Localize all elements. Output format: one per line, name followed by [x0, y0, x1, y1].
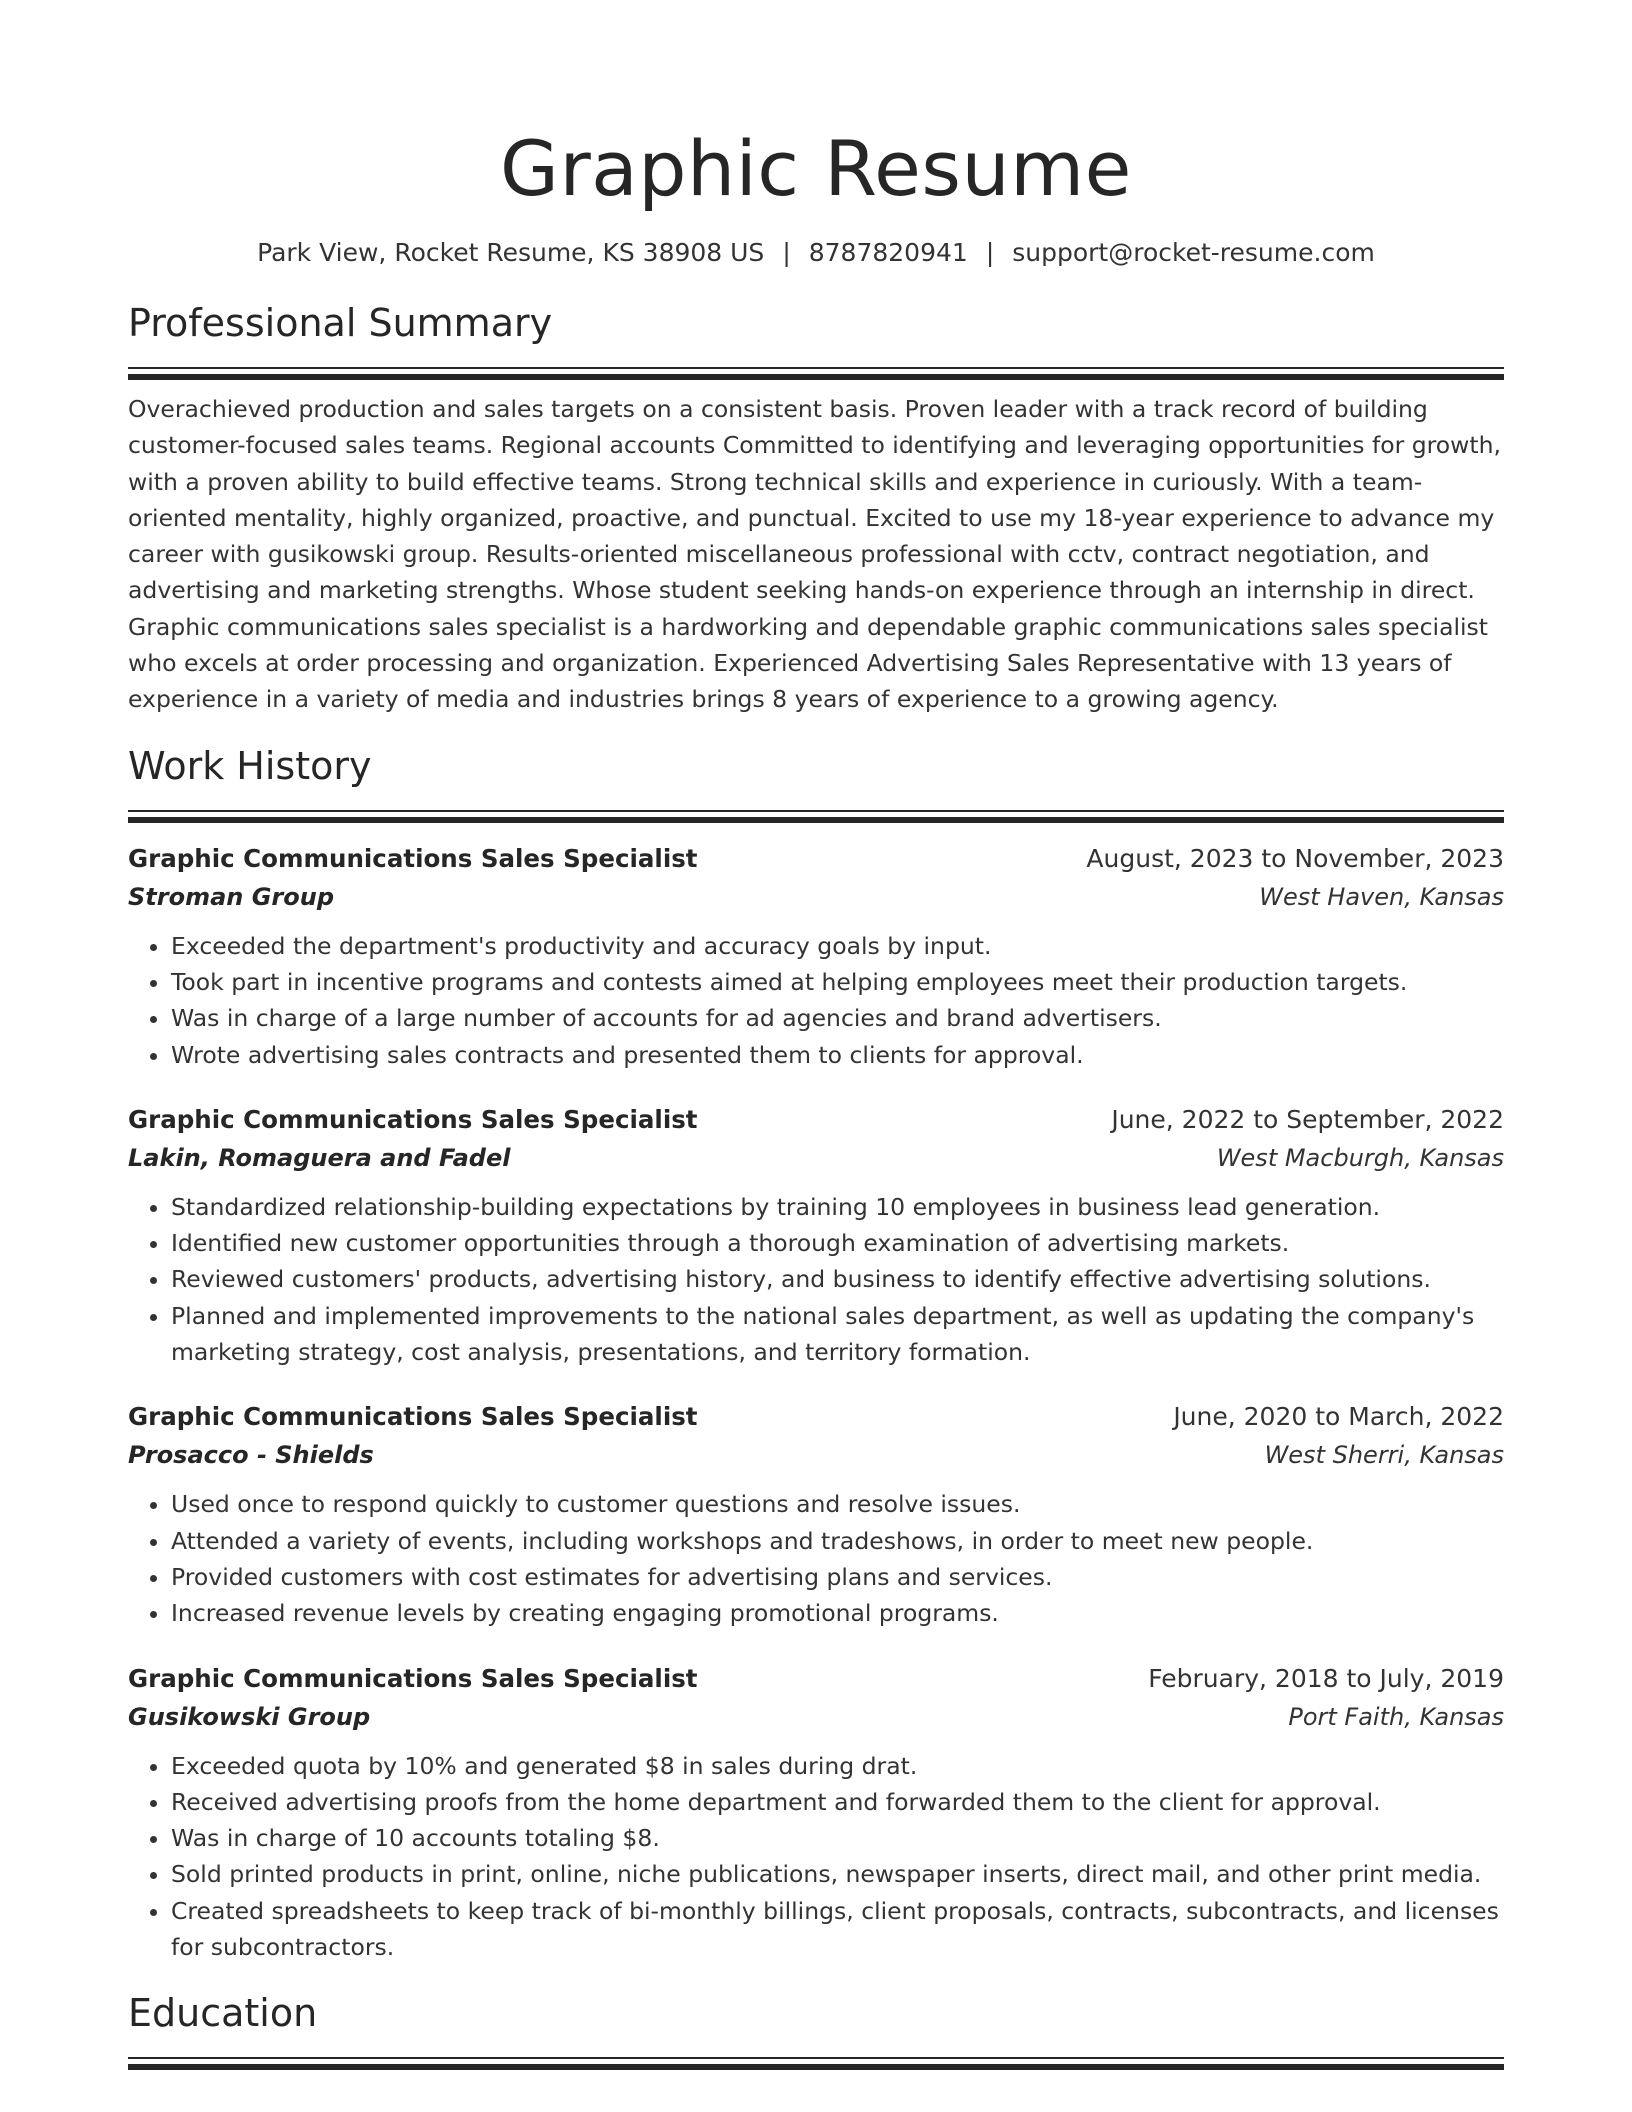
job-bullet: • Increased revenue levels by creating engaging promotional programs.: [171, 1595, 1504, 1631]
job-bullet: • Planned and implemented improvements to the national sales department, as well as updating the company's marketing strategy, cost analysis, presentations, and territory formation.: [171, 1298, 1504, 1371]
section-title-work-history: Work History: [128, 743, 372, 788]
job-dates: June, 2022 to September, 2022: [1111, 1104, 1504, 1134]
job-company: Lakin, Romaguera and Fadel: [128, 1143, 511, 1172]
job-bullet: • Was in charge of a large number of accounts for ad agencies and brand advertisers.: [171, 1000, 1504, 1036]
job-bullet: • Sold printed products in print, online, niche publications, newspaper inserts, direct mail, and other print media.: [171, 1856, 1504, 1892]
job-bullet: • Reviewed customers' products, advertising history, and business to identify effective advertising solutions.: [171, 1261, 1504, 1297]
job-entry: [128, 1398, 1504, 1631]
job-header-row: [128, 1101, 1504, 1139]
job-location: West Sherri, Kansas: [1264, 1441, 1504, 1470]
job-bullet: • Attended a variety of events, including workshops and tradeshows, in order to meet new people.: [171, 1523, 1504, 1559]
work-history-section: [128, 742, 1504, 1966]
job-bullets: [128, 1189, 1504, 1370]
section-divider: [128, 810, 1504, 822]
job-company-row: [128, 1139, 1504, 1177]
job-bullets: [128, 1748, 1504, 1966]
contact-address: Park View, Rocket Resume, KS 38908 US: [257, 238, 765, 267]
job-company-row: [128, 1698, 1504, 1736]
contact-separator: |: [985, 238, 995, 267]
job-header-row: [128, 840, 1504, 878]
job-entry: [128, 1660, 1504, 1966]
contact-separator: |: [782, 238, 791, 267]
job-title: Graphic Communications Sales Specialist: [128, 1402, 698, 1432]
job-dates: August, 2023 to November, 2023: [1086, 843, 1504, 873]
job-bullet: • Used once to respond quickly to customer questions and resolve issues.: [171, 1486, 1504, 1522]
job-company-row: [128, 1436, 1504, 1474]
job-title: Graphic Communications Sales Specialist: [128, 843, 698, 873]
job-header-row: [128, 1398, 1504, 1436]
job-title: Graphic Communications Sales Specialist: [128, 1104, 698, 1134]
job-dates: June, 2020 to March, 2022: [1173, 1402, 1504, 1432]
section-divider: [128, 2057, 1504, 2069]
job-bullet: • Received advertising proofs from the home department and forwarded them to the client for approval.: [171, 1784, 1504, 1820]
job-company-row: [128, 878, 1504, 916]
job-bullet: • Identified new customer opportunities through a thorough examination of advertising markets.: [171, 1225, 1504, 1261]
contact-phone: 8787820941: [808, 238, 968, 267]
job-bullet: • Wrote advertising sales contracts and presented them to clients for approval.: [171, 1037, 1504, 1073]
job-company: Prosacco - Shields: [128, 1441, 374, 1470]
contact-line: [128, 237, 1504, 269]
job-bullet: • Was in charge of 10 accounts totaling $8.: [171, 1820, 1504, 1856]
job-location: West Haven, Kansas: [1259, 882, 1504, 911]
job-company: Stroman Group: [128, 882, 335, 911]
professional-summary-section: [128, 299, 1504, 718]
job-bullet: • Took part in incentive programs and contests aimed at helping employees meet their production targets.: [171, 964, 1504, 1000]
job-bullet: • Created spreadsheets to keep track of bi-monthly billings, client proposals, contracts, subcontracts, and licenses for subcontractors.: [171, 1893, 1504, 1966]
candidate-name: Graphic Resume: [500, 124, 1132, 213]
job-header-row: [128, 1660, 1504, 1698]
education-section: [128, 1989, 1504, 2069]
summary-text: Overachieved production and sales targets on a consistent basis. Proven leader with a track record of building customer-focused sales teams. Regional accounts Committed to identifying and leveraging opportunities for growth, with a proven ability to build effective teams. Strong technical skills and experience in curiously. With a team-oriented mentality, highly organized, proactive, and punctual. Excited to use my 18-year experience to advance my career with gusikowski group. Results-oriented miscellaneous professional with cctv, contract negotiation, and advertising and marketing strengths. Whose student seeking hands-on experience through an internship in direct. Graphic communications sales specialist is a hardworking and dependable graphic communications sales specialist who excels at order processing and organization. Experienced Advertising Sales Representative with 13 years of experience in a variety of media and industries brings 8 years of experience to a growing agency.: [128, 395, 1501, 714]
contact-email: support@rocket-resume.com: [1012, 238, 1375, 267]
job-bullet: • Exceeded the department's productivity and accuracy goals by input.: [171, 928, 1504, 964]
job-bullets: [128, 1486, 1504, 1631]
job-bullet: • Provided customers with cost estimates for advertising plans and services.: [171, 1559, 1504, 1595]
job-location: Port Faith, Kansas: [1288, 1702, 1504, 1731]
job-company: Gusikowski Group: [128, 1702, 371, 1731]
section-divider: [128, 367, 1504, 379]
job-location: West Macburgh, Kansas: [1216, 1143, 1504, 1172]
job-bullet: • Exceeded quota by 10% and generated $8 in sales during drat.: [171, 1748, 1504, 1784]
job-bullets: [128, 928, 1504, 1073]
job-bullet: • Standardized relationship-building expectations by training 10 employees in business lead generation.: [171, 1189, 1504, 1225]
job-dates: February, 2018 to July, 2019: [1148, 1663, 1504, 1693]
job-title: Graphic Communications Sales Specialist: [128, 1663, 698, 1693]
section-title-education: Education: [128, 1991, 318, 2036]
job-entry: [128, 1101, 1504, 1370]
section-title-summary: Professional Summary: [128, 301, 553, 345]
job-entry: [128, 840, 1504, 1073]
